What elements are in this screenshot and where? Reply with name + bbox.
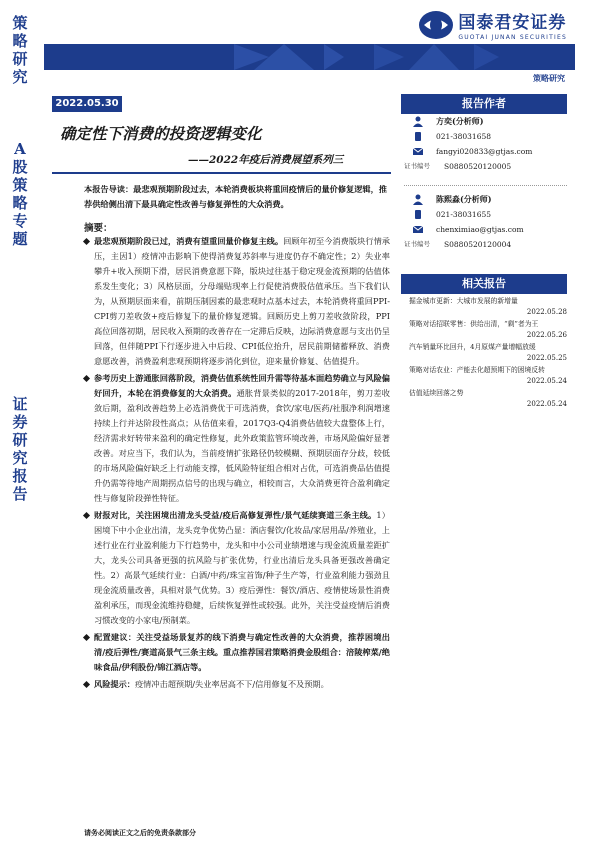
related-report-date: 2022.05.26	[526, 331, 567, 339]
point-body: 疫情冲击超预期/失业率居高不下/信用修复不及预期。	[134, 679, 329, 689]
strip-label-topic: A股策略专题	[12, 140, 28, 248]
related-reports	[409, 296, 567, 411]
analyst-name: 方奕(分析师)	[436, 116, 484, 126]
point-lead: 财报对比，关注困境出清龙头受益/疫后高修复弹性/景气延续赛道三条主线。	[94, 510, 377, 520]
related-report-date: 2022.05.24	[526, 400, 567, 408]
bullet-icon	[83, 375, 90, 382]
brand-name-cn: 国泰君安证券	[458, 13, 567, 33]
bullet-icon	[83, 238, 90, 245]
analyst-card	[404, 114, 569, 174]
cert-label: 证书编号	[404, 162, 430, 170]
report-category: 策略研究	[533, 74, 565, 83]
report-title: 确定性下消费的投资逻辑变化	[60, 124, 262, 143]
analyst-phone: 021-38031658	[436, 132, 492, 141]
report-guide	[84, 182, 390, 212]
related-report-title: 掘金城市更新：大城市发展的新增量	[409, 297, 518, 305]
related-report-date: 2022.05.28	[526, 308, 567, 316]
abstract-label: 摘要：	[84, 223, 113, 234]
header-banner	[44, 44, 575, 70]
analyst-divider	[404, 185, 567, 186]
cert-label: 证书编号	[404, 240, 430, 248]
email-icon	[412, 146, 424, 157]
related-heading: 相关报告	[401, 274, 567, 294]
bullet-icon	[83, 634, 90, 641]
analyst-name: 陈熙淼(分析师)	[436, 194, 492, 204]
abstract-point	[84, 630, 390, 675]
related-report-item[interactable]	[409, 365, 567, 386]
report-subtitle: ——2022年疫后消费展望系列三	[188, 154, 344, 166]
title-divider	[52, 172, 391, 174]
related-report-item[interactable]	[409, 388, 567, 409]
phone-icon	[412, 131, 424, 142]
brand-logo	[418, 8, 567, 41]
report-date: 2022.05.30	[52, 96, 122, 112]
point-lead: 配置建议：关注受益场景复苏的线下消费与确定性改善的大众消费，推荐困境出清/疫后弹性/赛道高景气三条主线。重点推荐国君策略消费金股组合：涪陵榨菜/绝味食品/伊利股份/锦江酒店等。	[94, 632, 390, 672]
point-body: 通胀背景类似的2017-2018年，剪刀差收敛后期，盈利改善趋势上必选消费优于可选消费，食饮/家电/医药/社服净利润增速持续上行并达阶段性高点；从估值来看，2017Q3-Q4消费估值较大盘整体上行，经济需求好转带来盈利的确定性修复，此外政策监管环境改善，市场风险偏好显著改善。对应当下，我们认为，当前疫情扩张路径仍较模糊、预期层面存分歧，较低的市场风险偏好缺乏上行动能支撑，低风险特征组合相对占优，可选消费品估值提升仍需等待地产周期拐点信号的出现与确立，相较而言，大众消费更符合盈利确定性与修复阶段弹性特征。	[94, 388, 390, 503]
related-report-title: 策略对话招联零售：供给出清，“剩”者为王	[409, 320, 539, 328]
strip-label-strategy: 策略研究	[12, 14, 28, 86]
point-lead: 风险提示：	[94, 679, 135, 689]
bullet-icon	[83, 512, 90, 519]
brand-logo-icon	[418, 10, 454, 40]
guide-label: 本报告导读：	[84, 184, 134, 194]
analyst-phone: 021-38031655	[436, 210, 492, 219]
related-report-title: 策略对话农业：产能去化超预期下的困境反转	[409, 366, 545, 374]
disclaimer-note: 请务必阅读正文之后的免责条款部分	[84, 828, 196, 837]
brand-name-en: GUOTAI JUNAN SECURITIES	[458, 34, 567, 41]
abstract-point	[84, 371, 390, 506]
related-report-title: 汽车销量环比回升，4月原煤产量增幅放缓	[409, 343, 536, 351]
banner-pattern-icon	[44, 44, 575, 70]
analyst-cert: S0880520120004	[444, 240, 512, 249]
abstract-point	[84, 234, 390, 369]
abstract-points	[84, 234, 390, 694]
analyst-email[interactable]: chenximiao@gtjas.com	[436, 225, 524, 234]
analyst-email[interactable]: fangyi020833@gtjas.com	[436, 147, 533, 156]
related-report-date: 2022.05.24	[526, 377, 567, 385]
point-lead: 最悲观预期阶段已过，消费有望重回量价修复主线。	[94, 236, 284, 246]
point-body: 1）困境下中小企业出清，龙头竞争优势凸显：酒店餐饮/化妆品/家居用品/养殖业，上述行业在行业盈利能力下行趋势中，龙头和中小公司业绩增速与现金流质量差距扩大，龙头公司具备更强的抗风险与扩张优势，行业出清后龙头具备更强改善确定性。2）高景气延续行业：白酒/中药/珠宝首饰/种子生产等，行业盈利能力强劲且现金流质量改善，具相对景气优势。3）疫后弹性：餐饮/酒店、疫情使场景性消费盈利承压，而现金流维持稳健，后续恢复弹性或较强。此外，关注受益疫情后消费习惯改变的小家电/预制菜。	[94, 510, 390, 625]
phone-icon	[412, 209, 424, 220]
analyst-card	[404, 192, 569, 252]
email-icon	[412, 224, 424, 235]
analyst-cert: S0880520120005	[444, 162, 512, 171]
related-report-title: 估值延续回落之势	[409, 389, 464, 397]
abstract-point	[84, 677, 390, 692]
bullet-icon	[83, 681, 90, 688]
related-report-item[interactable]	[409, 296, 567, 317]
left-strip	[0, 0, 40, 842]
point-body: 回顾年初至今消费版块行情承压，主因1）疫情冲击影响下使得消费复苏斜率与进度仍存不确定性；2）失业率攀升+收入预期下滑，居民消费意愿下降，版块过往基于稳定现金流预期的估值体系发生变化；3）风格层面，分母端贴现率上行促使消费股估值承压。当下我们认为，从预期层面来看，前期压制因素的最悲观时点基本过去，本轮消费将重回PPI-CPI剪刀差收敛+疫后修复下的量价修复逻辑。回顾历史上剪刀差收敛阶段，PPI高位回落初期，居民收入预期的改善存在一定滞后反映，边际消费意愿与支出仍呈回落，但伴随PPI下行逐步进入中后段、CPI低位抬升，居民前期储蓄释放、消费意愿改善，消费盈利悲观预期将逐步消化到位，迎来量价修复、估值提升。	[94, 236, 390, 366]
related-report-date: 2022.05.25	[526, 354, 567, 362]
person-icon	[412, 194, 424, 205]
point-lead: 参考历史上游通胀回落阶段，消费估值系统性回升需等待基本面趋势确立与风险偏好回升，本轮在消费修复的大众消费。	[94, 373, 390, 398]
person-icon	[412, 116, 424, 127]
abstract-point	[84, 508, 390, 628]
authors-heading: 报告作者	[401, 94, 567, 114]
guide-text: 最悲观预期阶段过去，本轮消费板块将重回疫情后的量价修复逻辑，推荐供给侧出清下最具确定性改善与修复弹性的大众消费。	[84, 184, 387, 209]
related-report-item[interactable]	[409, 319, 567, 340]
related-report-item[interactable]	[409, 342, 567, 363]
strip-label-report: 证券研究报告	[12, 395, 28, 503]
